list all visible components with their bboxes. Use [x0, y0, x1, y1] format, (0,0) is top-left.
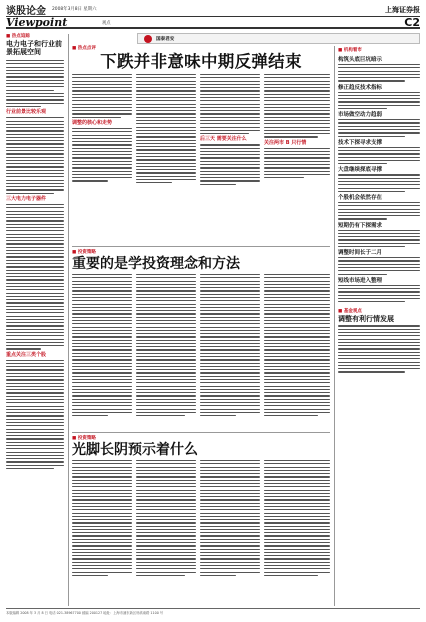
right-item-4: 技术下探寻求支撑	[338, 139, 383, 146]
third-col-3	[200, 460, 260, 578]
right-item-3: 市场做空动力趋弱	[338, 112, 383, 119]
second-article	[72, 250, 330, 273]
third-headline: 光脚长阴预示着什么	[72, 442, 198, 458]
page-number: C2	[404, 16, 420, 29]
right-item-1: 构筑头底巨坑暗示	[338, 57, 383, 63]
lead-subhead-2: 后三天 需要关注什么	[200, 136, 247, 143]
section-bar	[6, 16, 420, 29]
section-subtitle: 观点	[102, 21, 111, 26]
ad-logo-icon	[144, 35, 152, 43]
right-bottom-headline: 调整有利行情发展	[338, 315, 394, 324]
right-item-9: 短线市场进入整理	[338, 277, 383, 284]
right-item-5: 大盘继续探底寻撑	[338, 167, 383, 174]
lead-col-2	[136, 74, 196, 186]
right-kicker: ■ 机构看市	[338, 48, 362, 53]
left-subhead-2: 三大电力电子器件	[6, 195, 47, 202]
lead-side-subhead: 关注两市 B 只行情	[264, 139, 307, 146]
right-item-6: 个股机会依然存在	[338, 194, 383, 201]
lead-col-4	[264, 74, 330, 180]
second-headline: 重要的是学投资理念和方法	[72, 256, 240, 272]
page-footer: 本版编辑 2008 年 3 月 8 日 电话 021-38967700 邮编 200127 地址：上海市浦东新区杨高南路 1100 号	[6, 608, 420, 616]
right-item-2: 修正趋反技术指标	[338, 84, 383, 91]
third-col-1	[72, 460, 132, 578]
left-subhead-3: 重点关注三类个股	[6, 351, 47, 358]
second-kicker: ■ 投资策略	[72, 250, 96, 255]
third-col-4	[264, 460, 330, 578]
masthead	[6, 4, 420, 15]
second-col-2	[136, 274, 196, 418]
column-name: 谈股论金	[6, 6, 46, 17]
right-item-8: 调整时间长于二月	[338, 250, 383, 257]
lead-headline: 下跌并非意味中期反弹结束	[100, 52, 302, 71]
third-col-2	[136, 460, 196, 578]
left-kicker: ■ 热点追踪	[6, 34, 30, 39]
right-column	[338, 48, 420, 375]
second-col-3	[200, 274, 260, 418]
second-col-1	[72, 274, 132, 418]
lead-col-1	[72, 74, 132, 184]
paper-name: 上海证券报	[385, 5, 420, 14]
lead-subhead-1: 调整的核心和走势	[72, 119, 113, 126]
second-col-4	[264, 274, 330, 418]
third-article	[72, 436, 330, 459]
section-name: Viewpoint	[6, 16, 68, 29]
date-line: 2008年3月8日 星期六	[52, 7, 97, 12]
ad-banner[interactable]	[137, 33, 420, 44]
right-bottom-kicker: ■ 基金观点	[338, 309, 362, 315]
right-item-7: 短期仍有下探需求	[338, 222, 383, 229]
left-column	[6, 34, 64, 471]
left-subhead-1: 行业前景比较乐观	[6, 109, 47, 116]
lead-col-3	[200, 74, 260, 187]
lead-kicker: ■ 热点点评	[72, 46, 96, 51]
third-kicker: ■ 投资策略	[72, 436, 96, 441]
ad-text: 国泰君安	[156, 36, 175, 42]
lead-article	[72, 46, 330, 71]
left-headline: 电力电子和行业前景拓展空间	[6, 40, 62, 56]
newspaper-page	[6, 4, 420, 618]
